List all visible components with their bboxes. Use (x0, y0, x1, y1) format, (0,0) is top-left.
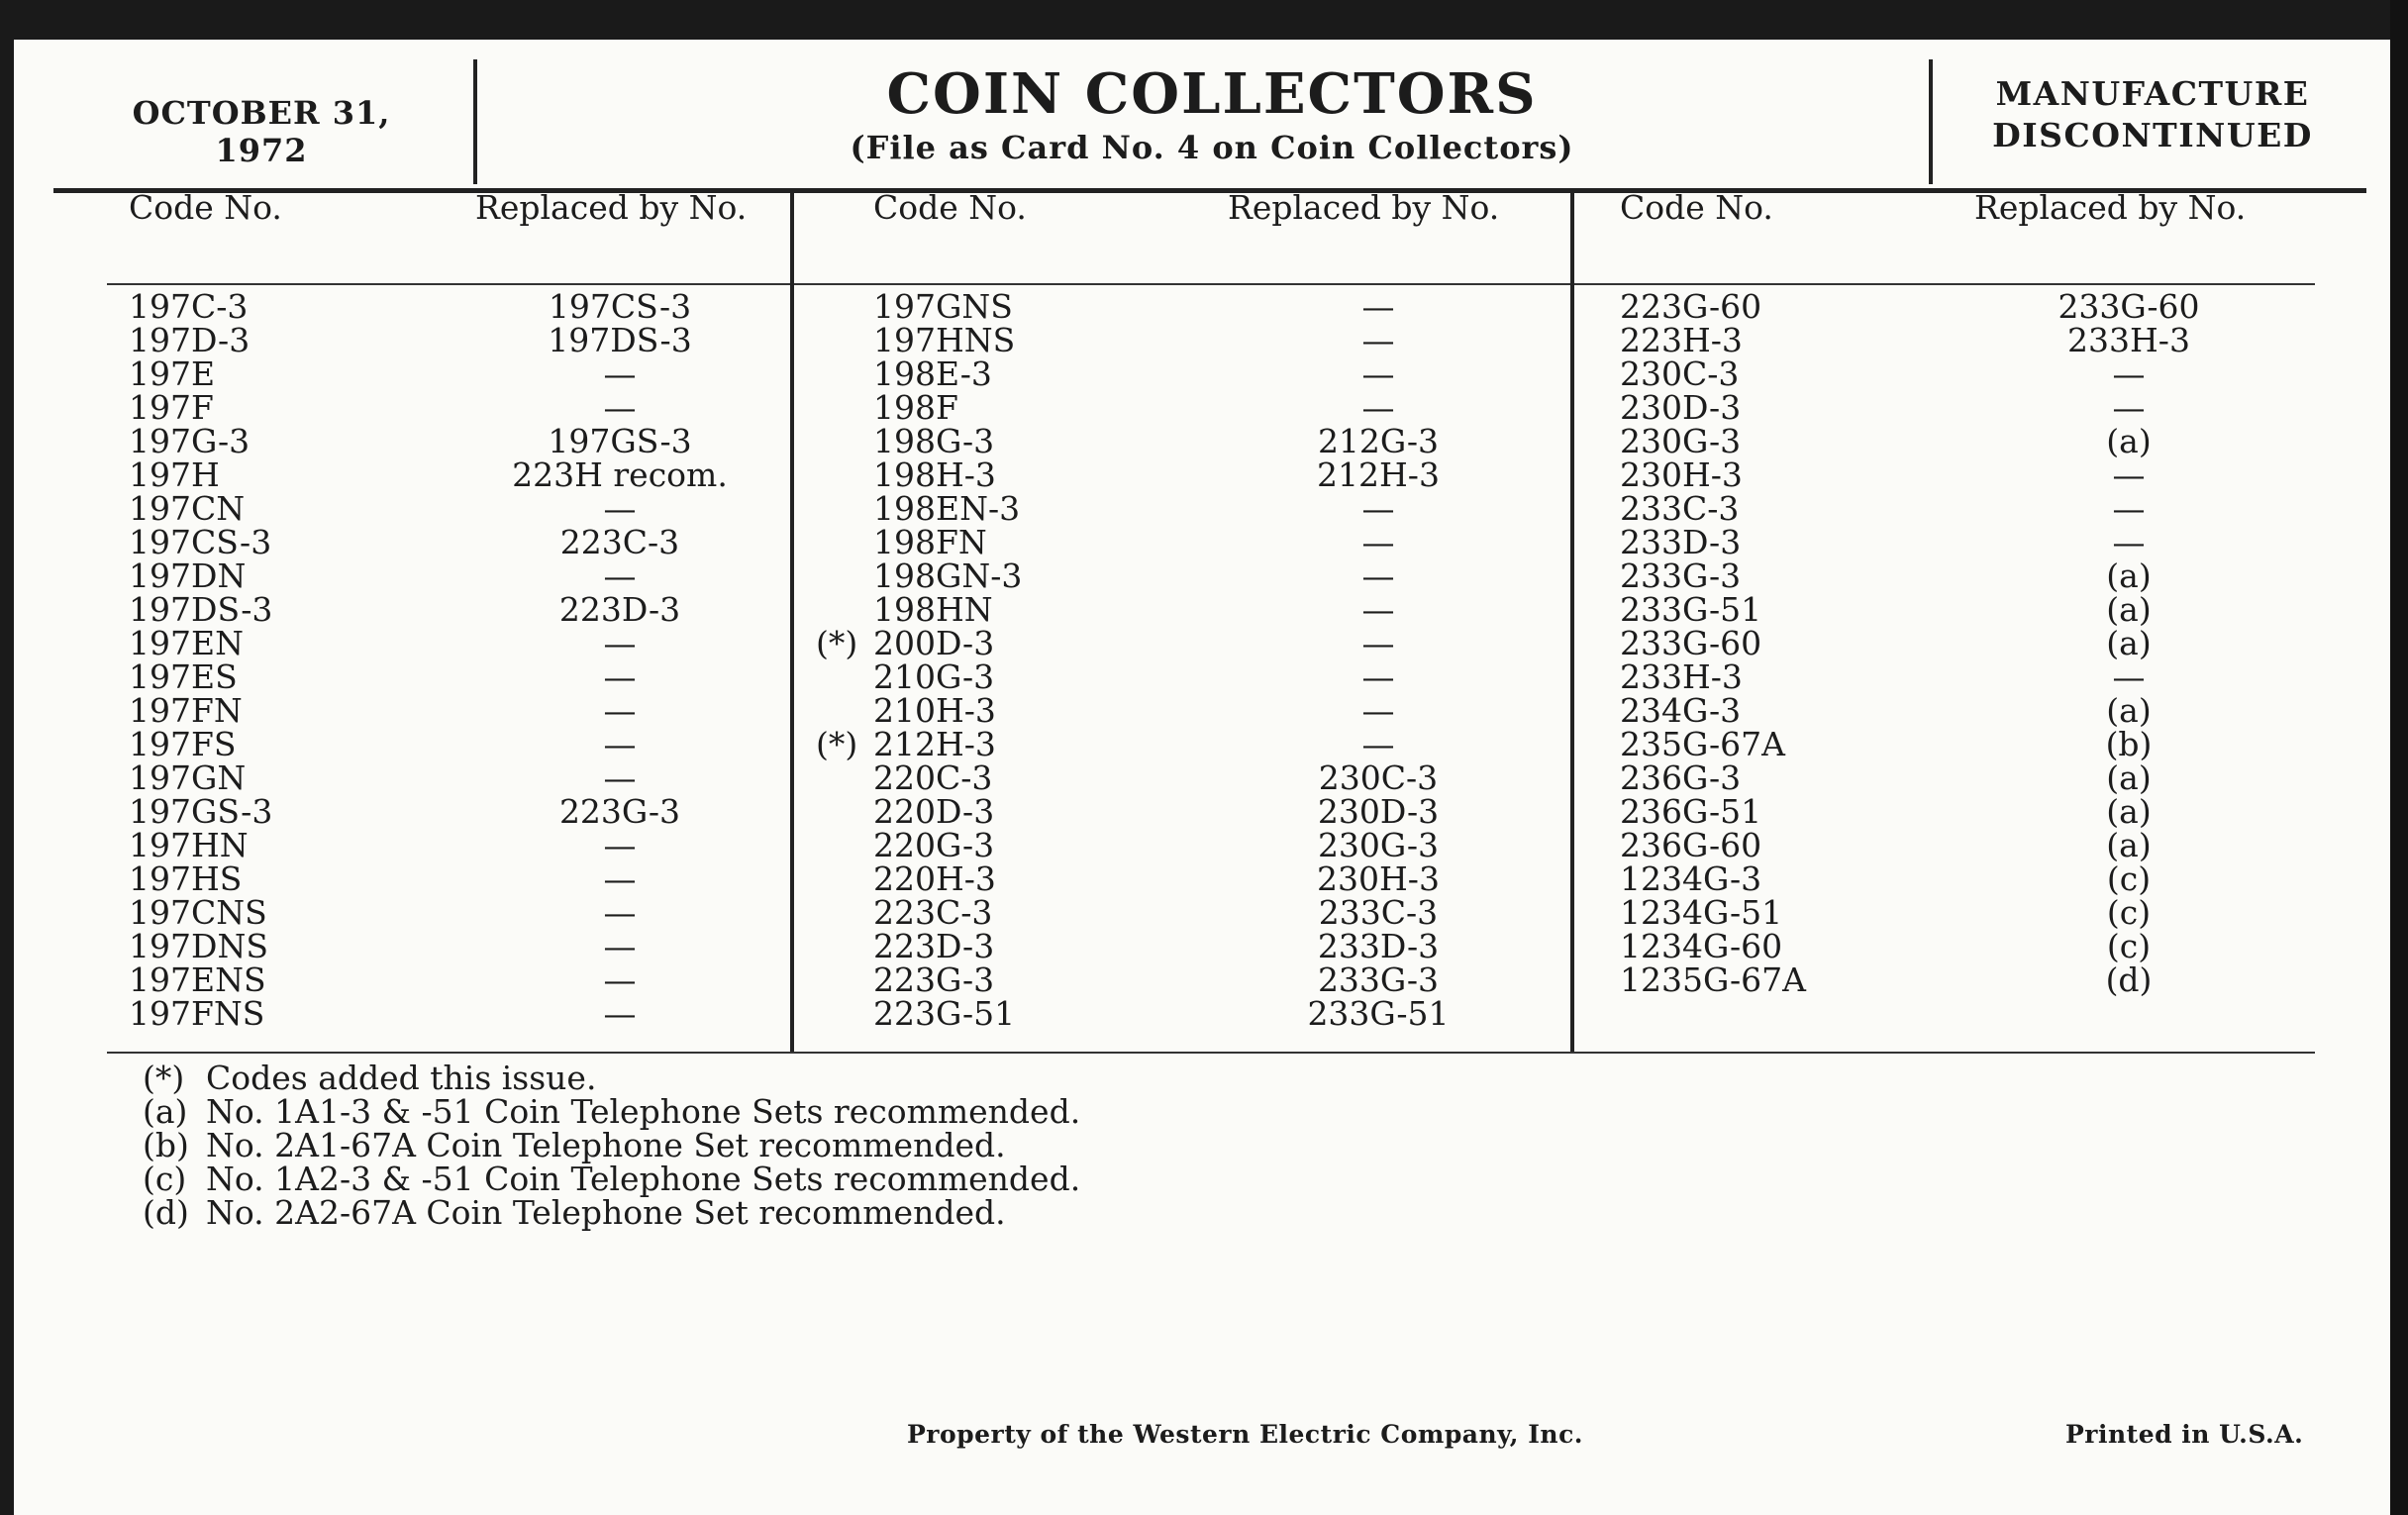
footnote (143, 1061, 1080, 1095)
code-number: 234G-3 (1620, 691, 1742, 730)
code-number: 1234G-3 (1620, 859, 1762, 898)
code-number: 197FNS (129, 994, 265, 1033)
code-number: 1234G-51 (1620, 893, 1783, 932)
code-number: 233G-3 (1620, 556, 1742, 595)
replaced-by-number: — (603, 859, 637, 898)
code-number: 200D-3 (873, 624, 995, 662)
code-number: 236G-3 (1620, 758, 1742, 797)
code-number: 230D-3 (1620, 388, 1742, 427)
code-number: 230C-3 (1620, 354, 1740, 393)
code-number: 197D-3 (129, 321, 251, 359)
replaced-by-number: 223H recom. (512, 455, 728, 494)
replaced-by-number: — (603, 388, 637, 427)
footnote-text: No. 2A2-67A Coin Telephone Set recommended. (206, 1193, 1006, 1232)
replaced-by-number: — (2112, 523, 2146, 561)
header-underline-1 (107, 283, 790, 285)
replaced-by-number: 230G-3 (1317, 826, 1440, 864)
new-code-marker: (*) (816, 624, 858, 662)
code-number: 220D-3 (873, 792, 995, 831)
code-number: 197GN (129, 758, 247, 797)
code-number: 198H-3 (873, 455, 996, 494)
replaced-by-number: 212H-3 (1317, 455, 1440, 494)
replaced-by-number: 233C-3 (1318, 893, 1439, 932)
code-number: 233H-3 (1620, 657, 1743, 696)
code-number: 197GNS (873, 287, 1013, 326)
code-header-3: Code No. (1620, 188, 1773, 227)
replaced-by-number: (a) (2106, 792, 2152, 831)
footnote (143, 1126, 1080, 1164)
code-number: 233G-60 (1620, 624, 1762, 662)
table-bottom-rule (107, 1052, 2315, 1054)
code-number: 230H-3 (1620, 455, 1743, 494)
code-number: 197E (129, 354, 216, 393)
replaced-by-number: 197CS-3 (548, 287, 692, 326)
code-number: 197EN (129, 624, 244, 662)
code-number: 197CN (129, 489, 246, 528)
replaced-header-1: Replaced by No. (475, 188, 748, 227)
footnote-key: (d) (143, 1193, 189, 1232)
replaced-by-number: — (1361, 489, 1395, 528)
new-code-marker: (*) (816, 725, 858, 763)
replaced-by-number: — (1361, 321, 1395, 359)
code-number: 236G-60 (1620, 826, 1762, 864)
printed-notice: Printed in U.S.A. (2065, 1420, 2304, 1449)
page-title: COIN COLLECTORS (886, 61, 1538, 127)
replaced-by-number: — (2112, 455, 2146, 494)
code-number: 198F (873, 388, 958, 427)
code-number: 198G-3 (873, 422, 995, 460)
code-number: 197CS-3 (129, 523, 272, 561)
replaced-header-3: Replaced by No. (1974, 188, 2247, 227)
replaced-by-number: (b) (2105, 725, 2153, 763)
replaced-by-number: — (603, 758, 637, 797)
replaced-by-number: 233G-51 (1307, 994, 1450, 1033)
footnote-key: (b) (143, 1126, 189, 1164)
footnote-text: No. 1A1-3 & -51 Coin Telephone Sets recommended. (206, 1092, 1081, 1131)
footnote (143, 1092, 1081, 1131)
status-line-2: DISCONTINUED (1992, 116, 2313, 154)
replaced-by-number: — (1361, 354, 1395, 393)
code-number: 198E-3 (873, 354, 992, 393)
replaced-by-number: — (603, 725, 637, 763)
replaced-by-number: — (1361, 590, 1395, 629)
scan-edge (2390, 0, 2408, 1515)
code-number: 197HNS (873, 321, 1016, 359)
replaced-by-number: — (603, 624, 637, 662)
footnote-key: (c) (143, 1160, 187, 1198)
footnote (143, 1193, 1080, 1232)
replaced-by-number: — (603, 927, 637, 965)
replaced-by-number: — (2112, 388, 2146, 427)
footnote-text: Codes added this issue. (206, 1059, 597, 1097)
code-number: 197HS (129, 859, 243, 898)
code-number: 197HN (129, 826, 249, 864)
replaced-by-number: (a) (2106, 590, 2152, 629)
code-number: 223G-3 (873, 960, 995, 999)
replaced-by-number: — (1361, 691, 1395, 730)
code-number: 197C-3 (129, 287, 249, 326)
code-number: 197DN (129, 556, 247, 595)
footnotes (143, 1061, 1080, 1230)
code-number: 197ES (129, 657, 238, 696)
replaced-by-number: — (1361, 556, 1395, 595)
code-number: 197FS (129, 725, 237, 763)
replaced-by-number: — (2112, 657, 2146, 696)
replaced-by-number: 223C-3 (559, 523, 680, 561)
replaced-by-number: — (603, 691, 637, 730)
code-number: 230G-3 (1620, 422, 1742, 460)
replaced-by-number: — (603, 556, 637, 595)
code-number: 223G-51 (873, 994, 1016, 1033)
code-number: 223G-60 (1620, 287, 1762, 326)
replaced-by-number: — (1361, 725, 1395, 763)
page-subtitle: (File as Card No. 4 on Coin Collectors) (850, 129, 1574, 166)
replaced-by-number: 212G-3 (1317, 422, 1440, 460)
replaced-by-number: 230H-3 (1317, 859, 1440, 898)
code-number: 198EN-3 (873, 489, 1021, 528)
code-number: 235G-67A (1620, 725, 1785, 763)
code-header-1: Code No. (129, 188, 282, 227)
code-number: 220C-3 (873, 758, 993, 797)
header-divider-right (1929, 59, 1933, 184)
replaced-by-number: — (1361, 523, 1395, 561)
replaced-by-number: — (2112, 354, 2146, 393)
code-number: 197G-3 (129, 422, 251, 460)
replaced-by-number: 233G-3 (1317, 960, 1440, 999)
header-divider-left (473, 59, 477, 184)
code-number: 220H-3 (873, 859, 996, 898)
replaced-by-number: (c) (2106, 859, 2152, 898)
footnote-key: (a) (143, 1092, 188, 1131)
replaced-by-number: — (1361, 657, 1395, 696)
code-number: 236G-51 (1620, 792, 1762, 831)
replaced-by-number: (a) (2106, 422, 2152, 460)
footnote-text: No. 1A2-3 & -51 Coin Telephone Sets recommended. (206, 1160, 1081, 1198)
code-number: 197F (129, 388, 214, 427)
code-number: 197CNS (129, 893, 267, 932)
replaced-by-number: 230C-3 (1318, 758, 1439, 797)
property-notice: Property of the Western Electric Company, Inc. (907, 1420, 1584, 1449)
header-underline-2 (794, 283, 1570, 285)
code-number: 223H-3 (1620, 321, 1743, 359)
replaced-by-number: (a) (2106, 826, 2152, 864)
code-number: 210G-3 (873, 657, 995, 696)
replaced-by-number: — (2112, 489, 2146, 528)
replaced-by-number: 233D-3 (1317, 927, 1440, 965)
replaced-by-number: 223G-3 (558, 792, 681, 831)
replaced-by-number: 233H-3 (2067, 321, 2190, 359)
footnote-key: (*) (143, 1059, 185, 1097)
replaced-by-number: — (603, 657, 637, 696)
column-divider-2 (1570, 188, 1574, 1054)
code-number: 197DS-3 (129, 590, 273, 629)
code-number: 198GN-3 (873, 556, 1023, 595)
replaced-by-number: — (603, 893, 637, 932)
issue-date: OCTOBER 31, 1972 (132, 94, 391, 169)
code-number: 1235G-67A (1620, 960, 1806, 999)
code-number: 198HN (873, 590, 993, 629)
code-number: 233C-3 (1620, 489, 1740, 528)
status-line-1: MANUFACTURE (1995, 74, 2310, 113)
replaced-by-number: 233G-60 (2057, 287, 2200, 326)
column-divider-1 (790, 188, 794, 1054)
footnote (143, 1162, 1080, 1196)
replaced-by-number: (c) (2106, 927, 2152, 965)
replaced-by-number: — (603, 489, 637, 528)
code-number: 223C-3 (873, 893, 993, 932)
replaced-by-number: — (603, 994, 637, 1033)
header-underline-3 (1574, 283, 2315, 285)
replaced-by-number: (d) (2105, 960, 2153, 999)
footnote-text: No. 2A1-67A Coin Telephone Set recommended. (206, 1126, 1006, 1164)
replaced-by-number: (c) (2106, 893, 2152, 932)
replaced-by-number: (a) (2106, 758, 2152, 797)
replaced-by-number: (a) (2106, 556, 2152, 595)
replaced-by-number: (a) (2106, 624, 2152, 662)
replaced-by-number: — (1361, 624, 1395, 662)
code-number: 197ENS (129, 960, 266, 999)
code-number: 233G-51 (1620, 590, 1762, 629)
document-card (14, 40, 2390, 1515)
replaced-by-number: 230D-3 (1317, 792, 1440, 831)
replaced-by-number: 197GS-3 (548, 422, 692, 460)
replaced-by-number: — (603, 826, 637, 864)
code-number: 223D-3 (873, 927, 995, 965)
status-block (1955, 73, 2351, 156)
replaced-by-number: — (603, 960, 637, 999)
code-number: 197FN (129, 691, 243, 730)
code-number: 197GS-3 (129, 792, 273, 831)
replaced-by-number: — (1361, 287, 1395, 326)
replaced-header-2: Replaced by No. (1228, 188, 1500, 227)
replaced-by-number: — (603, 354, 637, 393)
replaced-by-number: 223D-3 (558, 590, 681, 629)
replaced-by-number: 197DS-3 (548, 321, 692, 359)
code-number: 210H-3 (873, 691, 996, 730)
code-number: 1234G-60 (1620, 927, 1783, 965)
replaced-by-number: (a) (2106, 691, 2152, 730)
title-block (479, 61, 1945, 168)
code-number: 197H (129, 455, 220, 494)
code-number: 220G-3 (873, 826, 995, 864)
code-number: 197DNS (129, 927, 268, 965)
code-number: 233D-3 (1620, 523, 1742, 561)
code-header-2: Code No. (873, 188, 1027, 227)
code-number: 198FN (873, 523, 987, 561)
replaced-by-number: — (1361, 388, 1395, 427)
code-number: 212H-3 (873, 725, 996, 763)
